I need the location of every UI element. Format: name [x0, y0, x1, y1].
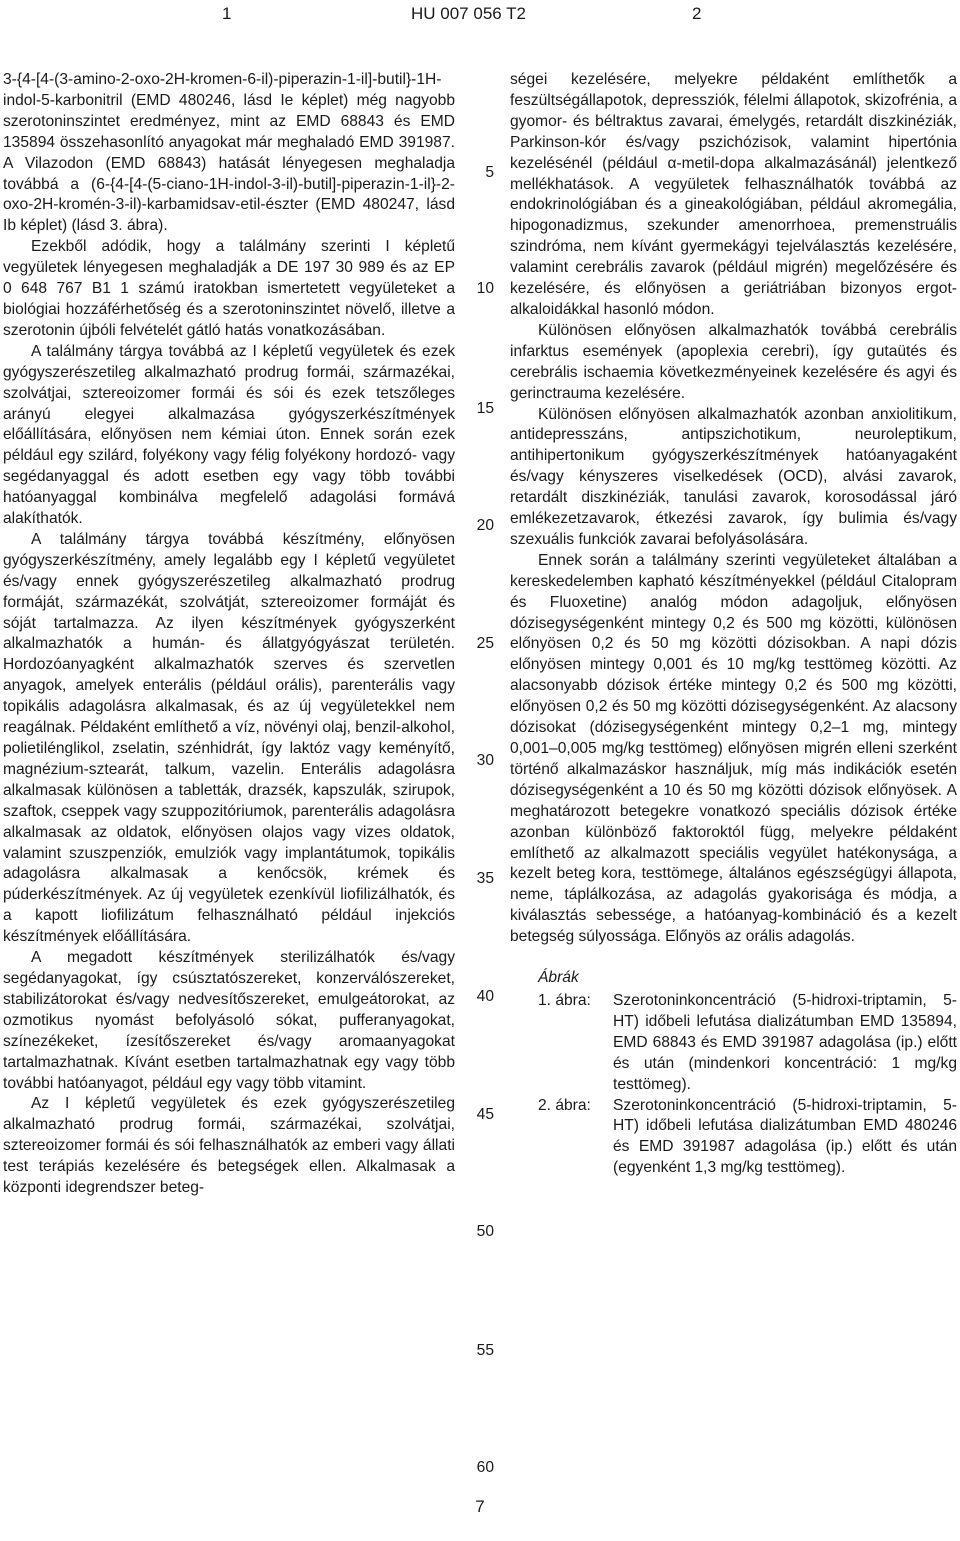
- figure-label: 1. ábra:: [538, 991, 591, 1009]
- page-footer-number: 7: [475, 1497, 485, 1516]
- line-number: 50: [476, 1223, 494, 1240]
- line-number: 15: [476, 400, 494, 417]
- line-number: 45: [476, 1106, 494, 1123]
- paragraph: A találmány tárgya továbbá készítmény, előnyösen gyógyszerkészítmény, amely legalább egy I képletű vegyületet és/vagy ennek gyógyszerészetileg alkalmazható prodrug formáját, származékát, szolvátját, sztereoizomer formáját és sóját tartalmazza. Az ilyen készítmények gyógyszerként alkalmazhatók a humán- és állatgyógyászat területén. Hordozóanyagként alkalmazhatók szerves és szervetlen anyagok, amelyek enterális (például orális), parenterális vagy topikális adagolásra alkalmasak, és az új vegyületekkel nem reagálnak. Példaként említhető a víz, növényi olaj, benzil-alkohol, polietilénglikol, zselatin, szénhidrát, így laktóz vagy keményítő, magnézium-sztearát, talkum, vazelin. Enterális adagolásra alkalmasak különösen a tabletták, drazsék, kapszulák, szirupok, szaftok, cseppek vagy szuppozitóriumok, parenterális adagolásra alkalmasak az oldatok, előnyösen olajos vagy vizes oldatok, valamint szuszpenziók, emulziók vagy implantátumok, topikális adagolásra alkalmasak a kenőcsök, krémek és púderkészítmények. Az új vegyületek ezenkívül liofilizálhatók, és a kapott liofilizátum felhasználható például injekciós készítmények előállítására.: [3, 530, 455, 946]
- line-number: 10: [476, 280, 494, 297]
- line-number: 60: [476, 1459, 494, 1476]
- paragraph: A megadott készítmények sterilizálhatók és/vagy segédanyagokat, így csúsztatószereket, konzerválószereket, stabilizátorokat és/vagy nedvesítőszereket, emulgeátorokat, az ozmotikus nyomást befolyásoló sókat, pufferanyagokat, színezékeket, ízesítőszereket és/vagy aromaanyagokat tartalmazhatnak. Kívánt esetben tartalmazhatnak egy vagy több további hatóanyagot, például egy vagy több vitamint.: [3, 949, 455, 1092]
- line-number: 55: [476, 1342, 494, 1359]
- figure-caption: [510, 1096, 957, 1180]
- paragraph: ségei kezelésére, melyekre példaként említhetők a feszültségállapotok, depressziók, félelmi állapotok, skizofrénia, a gyomor- és béltraktus zavarai, émelygés, retardált diszkinéziák, Parkinson-kór és/vagy pszichózisok, valamint hipertónia kezelésénél (például α-metil-dopa alkalmazásánál) jelentkező mellékhatások. A vegyületek felhasználhatók továbbá az endokrinológiában és a gineakológiában, például akromegália, hipogonadizmus, szekunder amenorrhoea, premenstruális szindróma, nem kívánt gyermekágyi tejelválasztás kezelésére, valamint cerebrális zavarok (például migrén) megelőzésére és kezelésére, és előnyösen a geriátriában bizonyos ergot-alkaloidákkal hasonló módon.: [510, 71, 957, 318]
- line-number: 5: [485, 164, 494, 181]
- paragraph: Az I képletű vegyületek és ezek gyógyszerészetileg alkalmazható prodrug formái, származékai, szolvátjai, sztereoizomer formái és sói felhasználhatók az emberi vagy állati test terápiás kezelésére és betegségek ellen. Alkalmasak a központi idegrendszer beteg-: [3, 1095, 455, 1197]
- paragraph: Különösen előnyösen alkalmazhatók azonban anxiolitikum, antidepresszáns, antipszichotikum, neuroleptikum, antihipertonikum gyógyszerkészítmények hatóanyagaként és/vagy kényszeres viselkedések (OCD), alvási zavarok, retardált diszkinéziák, tanulási zavarok, korosodással járó emlékezetzavarok, étkezési zavarok, így bulimia és/vagy szexuális funkciók zavarai befolyásolására.: [510, 405, 957, 548]
- right-column: [510, 70, 957, 1179]
- paragraph: A találmány tárgya továbbá az I képletű vegyületek és ezek gyógyszerészetileg alkalmazható prodrug formái, származékai, szolvátjai, sztereoizomer formái és sói és ezek tetszőleges arányú elegyei alkalmazása gyógyszerkészítmények előállítására, előnyösen nem kémiai úton. Ennek során ezek például egy szilárd, folyékony vagy félig folyékony hordozó- vagy segédanyaggal és adott esetben egy vagy több további hatóanyaggal kombinálva megfelelő adagolási formává alakíthatók.: [3, 342, 455, 528]
- page-number-left: 1: [222, 4, 232, 23]
- figures-heading: Ábrák: [538, 969, 579, 987]
- left-column: [3, 70, 455, 1199]
- figure-description: Szerotoninkoncentráció (5-hidroxi-triptamin, 5-HT) időbeli lefutása dializátumban EMD 135894, EMD 68843 és EMD 391987 adagolása (ip.) előtt és után (mindenkori koncentráció: 1 mg/kg testtömeg).: [613, 991, 957, 1093]
- line-number: 25: [476, 635, 494, 652]
- paragraph: Ezekből adódik, hogy a találmány szerinti I képletű vegyületek lényegesen meghaladják a DE 197 30 989 és az EP 0 648 767 B1 1 számú iratokban ismertetett vegyületeket a biológiai hozzáférhetőség és a szerotoninszintet növelő, illetve a szerotonin újbóli felvételét gátló hatás vonatkozásában.: [3, 238, 455, 339]
- paragraph: Különösen előnyösen alkalmazhatók továbbá cerebrális infarktus események (apoplexia cerebri), így gutaütés és cerebrális ischaemia következményeinek kezelésére és agyi és gerinctrauma kezelésére.: [510, 321, 957, 402]
- paragraph: Ennek során a találmány szerinti vegyületeket általában a kereskedelemben kapható készítményekkel (például Citalopram és Fluoxetine) analóg módon adagoljuk, előnyösen dózisegységenként mintegy 0,2 és 500 mg közötti, különösen előnyösen 0,2 és 50 mg közötti dózisokban. A napi dózis előnyösen mintegy 0,001 és 10 mg/kg testtömeg közötti. Az alacsonyabb dózisok értéke mintegy 0,2 és 500 mg közötti, előnyösen 0,2 és 50 mg közötti dózisegységenként. Az alacsony dózisokat (dózisegységenként mintegy 0,2–1 mg, mintegy 0,001–0,005 mg/kg testtömeg) előnyösen migrén elleni szerként történő alkalmazáskor használjuk, míg más indikációk esetén dózisegységenként a 10 és 50 mg közötti dózisok előnyösek. A meghatározott betegekre vonatkozó speciális dózisok értéke azonban különböző faktoroktól függ, melyekre példaként említhető az alkalmazott speciális vegyület hatékonysága, a kezelt beteg kora, testtömege, általános egészségügyi állapota, neme, táplálkozása, az adagolás gyakorisága és módja, a kiválasztás sebessége, a hatóanyag-kombináció és a kezelt betegség súlyossága. Előnyös az orális adagolás.: [510, 551, 957, 946]
- line-number: 40: [476, 988, 494, 1005]
- document-number: HU 007 056 T2: [411, 4, 526, 23]
- paragraph: 3-{4-[4-(3-amino-2-oxo-2H-kromen-6-il)-piperazin-1-il]-butil}-1H-indol-5-karbonitril (EMD 480246, lásd Ie képlet) még nagyobb szerotoninszintet eredményez, mint az EMD 68843 és EMD 135894 összehasonlító anyagokat már meghaladó EMD 391987. A Vilazodon (EMD 68843) hatását lényegesen meghaladja továbbá a (6-{4-[4-(5-ciano-1H-indol-3-il)-butil]-piperazin-1-il}-2-oxo-2H-kromén-3-il)-karbamidsav-etil-észter (EMD 480247, lásd Ib képlet) (lásd 3. ábra).: [3, 71, 455, 235]
- line-numbers: [464, 0, 500, 1541]
- figure-description: Szerotoninkoncentráció (5-hidroxi-triptamin, 5-HT) időbeli lefutása dializátumban EMD 480246 és EMD 391987 adagolása (ip.) előtt és után (egyenként 1,3 mg/kg testtömeg).: [613, 1096, 957, 1177]
- page-number-right: 2: [692, 4, 702, 23]
- line-number: 30: [476, 752, 494, 769]
- line-number: 35: [476, 870, 494, 887]
- line-number: 20: [476, 517, 494, 534]
- figure-label: 2. ábra:: [538, 1096, 591, 1114]
- figure-caption: [510, 991, 957, 1096]
